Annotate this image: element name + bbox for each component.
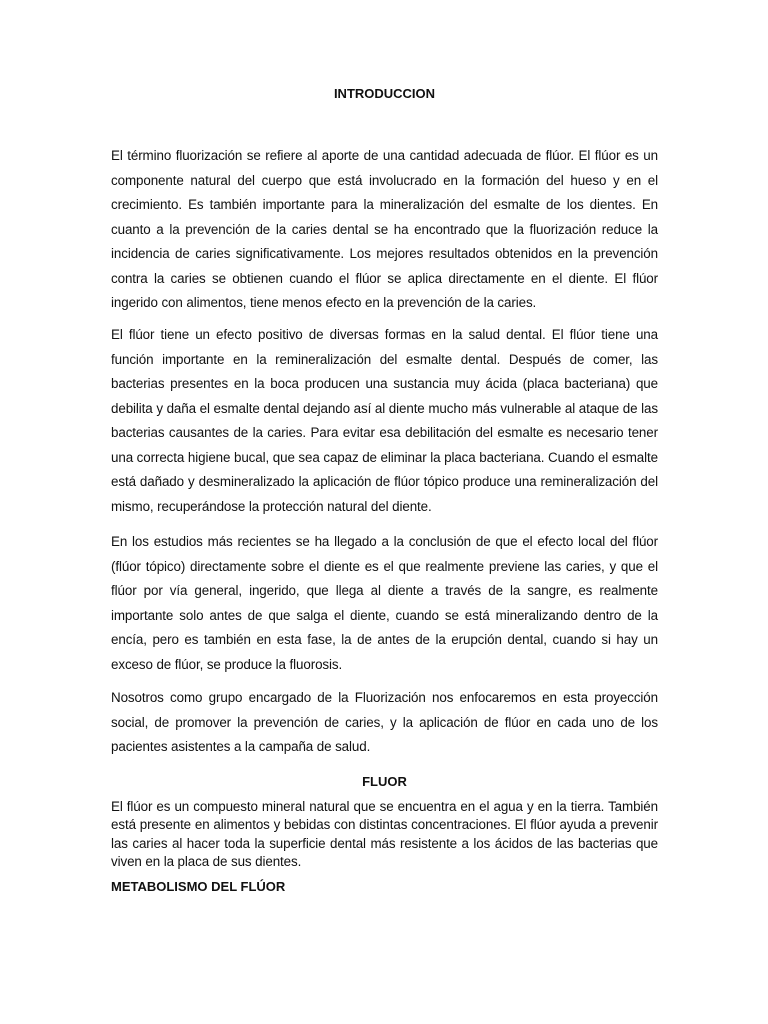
metabolism-heading: METABOLISMO DEL FLÚOR <box>111 879 286 894</box>
introduction-heading: INTRODUCCION <box>333 86 436 101</box>
fluor-heading: FLUOR <box>362 774 407 789</box>
intro-paragraph-4: Nosotros como grupo encargado de la Fluorización nos enfocaremos en esta proyección social, de promover la prevención de caries, y la aplicación de flúor en cada uno de los pacientes asistentes a la campaña de salud. <box>111 690 658 754</box>
fluor-paragraph: El flúor es un compuesto mineral natural que se encuentra en el agua y en la tierra. También está presente en alimentos y bebidas con distintas concentraciones. El flúor ayuda a prevenir las caries al hacer toda la superficie dental más resistente a los ácidos de las bacterias que viven en la placa de sus dientes. <box>111 799 658 869</box>
intro-paragraph-2: El flúor tiene un efecto positivo de diversas formas en la salud dental. El flúor tiene una función importante en la remineralización del esmalte dental. Después de comer, las bacterias presentes en la boca producen una sustancia muy ácida (placa bacteriana) que debilita y daña el esmalte dental dejando así al diente mucho más vulnerable al ataque de las bacterias causantes de la caries. Para evitar esa debilitación del esmalte es necesario tener una correcta higiene bucal, que sea capaz de eliminar la placa bacteriana. Cuando el esmalte está dañado y desmineralizado la aplicación de flúor tópico produce una remineralización del mismo, recuperándose la protección natural del diente. <box>111 327 658 514</box>
intro-paragraph-1: El término fluorización se refiere al aporte de una cantidad adecuada de flúor. El flúor es un componente natural del cuerpo que está involucrado en la formación del hueso y en el crecimiento. Es también importante para la mineralización del esmalte de los dientes. En cuanto a la prevención de la caries dental se ha encontrado que la fluorización reduce la incidencia de caries significativamente. Los mejores resultados obtenidos en la prevención contra la caries se obtienen cuando el flúor se aplica directamente en el diente. El flúor ingerido con alimentos, tiene menos efecto en la prevención de la caries. <box>111 148 658 310</box>
intro-paragraph-3: En los estudios más recientes se ha llegado a la conclusión de que el efecto local del flúor (flúor tópico) directamente sobre el diente es el que realmente previene las caries, y que el flúor por vía general, ingerido, que llega al diente a través de la sangre, es realmente importante solo antes de que salga el diente, cuando se está mineralizando dentro de la encía, pero es también en esta fase, la de antes de la erupción dental, cuando si hay un exceso de flúor, se produce la fluorosis. <box>111 534 658 672</box>
